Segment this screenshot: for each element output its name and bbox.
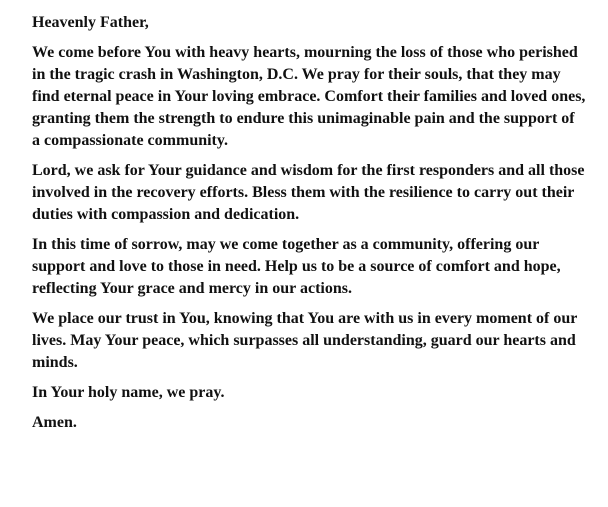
- prayer-closing: Amen.: [32, 414, 77, 431]
- prayer-paragraph-mourning: We come before You with heavy hearts, mourning the loss of those who perished in the tragic crash in Washington, D.C. We pray for their souls, that they may find eternal peace in Your loving embrace. Comfort their families and loved ones, granting them the strength to endure this unimaginable pain and the support of a compassionate community.: [32, 44, 586, 149]
- prayer-paragraph-holy-name: In Your holy name, we pray.: [32, 384, 225, 401]
- prayer-paragraph-trust: We place our trust in You, knowing that You are with us in every moment of our lives. May Your peace, which surpasses all understanding, guard our hearts and minds.: [32, 310, 578, 371]
- prayer-paragraph-responders: Lord, we ask for Your guidance and wisdom for the first responders and all those involved in the recovery efforts. Bless them with the resilience to carry out their duties with compassion and dedication.: [32, 162, 585, 223]
- prayer-salutation: Heavenly Father,: [32, 14, 149, 31]
- prayer-paragraph-community: In this time of sorrow, may we come together as a community, offering our support and love to those in need. Help us to be a source of comfort and hope, reflecting Your grace and mercy in our actions.: [32, 236, 561, 297]
